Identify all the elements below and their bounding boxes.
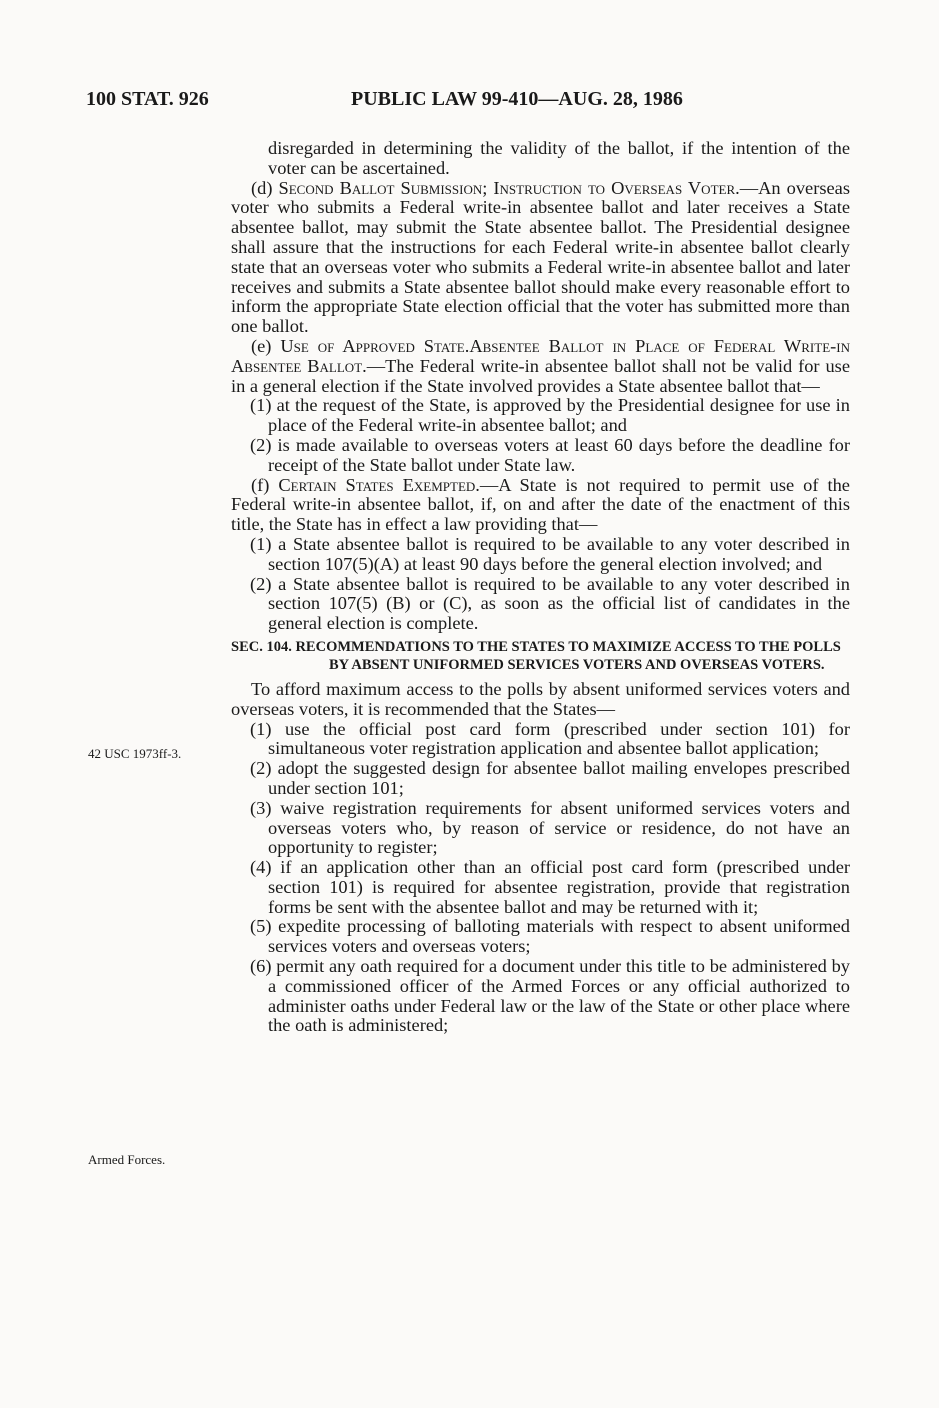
subsection-f-heading: Certain States Exempted.: [278, 474, 480, 495]
subsection-f-item-2: (2) a State absentee ballot is required to be available to any voter described in section 107(5) (B) or (C), as soon as the official list of candidates in the general election is complete.: [250, 573, 850, 634]
subsection-d: [231, 179, 850, 337]
public-law-title: PUBLIC LAW 99-410—AUG. 28, 1986: [351, 88, 683, 110]
subsection-f-text: —A State is not required to permit use of the Federal write-in absentee ballot, if, on and after the date of the enactment of this title, the State has in effect a law providing that—: [231, 474, 850, 535]
page-header: [86, 88, 856, 118]
section-104-heading: SEC. 104. RECOMMENDATIONS TO THE STATES TO MAXIMIZE ACCESS TO THE POLLS BY ABSENT UNIFORMED SERVICES VOTERS AND OVERSEAS VOTERS.: [231, 638, 841, 673]
continued-line-2: intention of the voter can be ascertained.: [268, 138, 850, 178]
subsection-e-number: (e): [251, 335, 272, 356]
subsection-f-number: (f): [251, 474, 270, 495]
document-body: [231, 139, 850, 1036]
recommendation-5: (5) expedite processing of balloting materials with respect to absent uniformed services voters and overseas voters;: [250, 916, 850, 957]
subsection-f-item-1: (1) a State absentee ballot is required to be available to any voter described in section 107(5)(A) at least 90 days before the general election involved; and: [250, 533, 850, 574]
section-104-intro: To afford maximum access to the polls by absent uniformed services voters and overseas voters, it is recommended that the States—: [231, 678, 850, 719]
subsection-e-text: —The Federal write-in absentee ballot shall not be valid for use in a general election if the State involved provides a State absentee ballot that—: [231, 355, 850, 396]
stat-page-number: 100 STAT. 926: [86, 88, 209, 110]
recommendation-3: (3) waive registration requirements for absent uniformed services voters and overseas voters who, by reason of service or residence, do not have an opportunity to register;: [250, 797, 850, 858]
subsection-d-heading: Second Ballot Submission; Instruction to Overseas Voter.: [278, 177, 740, 198]
recommendation-1: (1) use the official post card form (prescribed under section 101) for simultaneous voter registration application and absentee ballot application;: [250, 718, 850, 759]
subsection-e-heading: Use of Approved State.Absentee Ballot in Place of Federal Write-in Absentee Ballot.: [231, 335, 850, 376]
recommendation-4: (4) if an application other than an official post card form (prescribed under section 101) is required for absentee registration, provide that registration forms be sent with the absentee ballot and may be returned with it;: [250, 857, 850, 917]
subsection-e: [231, 337, 850, 396]
subsection-d-number: (d): [251, 177, 273, 198]
subsection-d-text: —An overseas voter who submits a Federal write-in absentee ballot and later receives a State absentee ballot, may submit the State absentee ballot. The Presidential designee shall assure that the instructions for each Federal write-in absentee ballot clearly state that an overseas voter who submits a Federal write-in absentee ballot and later receives and submits a State absentee ballot should make every reasonable effort to inform the appropriate State election official that the voter has submitted more than one ballot.: [231, 177, 850, 337]
margin-note-usc: 42 USC 1973ff-3.: [88, 746, 182, 761]
continued-line-1: disregarded in determining the validity of the ballot, if the: [268, 138, 724, 158]
paragraph-continued: [231, 139, 850, 179]
margin-note-armed-forces: Armed Forces.: [88, 1152, 166, 1167]
subsection-f: [231, 476, 850, 535]
recommendation-2: (2) adopt the suggested design for absentee ballot mailing envelopes prescribed under section 101;: [250, 758, 850, 798]
recommendation-6: (6) permit any oath required for a document under this title to be administered by a commissioned officer of the Armed Forces or any official authorized to administer oaths under Federal law or the law of the State or other place where the oath is administered;: [250, 956, 850, 1036]
subsection-e-item-2: (2) is made available to overseas voters at least 60 days before the deadline for receipt of the State ballot under State law.: [250, 434, 850, 475]
subsection-e-item-1: (1) at the request of the State, is approved by the Presidential designee for use in place of the Federal write-in absentee ballot; and: [250, 395, 850, 436]
